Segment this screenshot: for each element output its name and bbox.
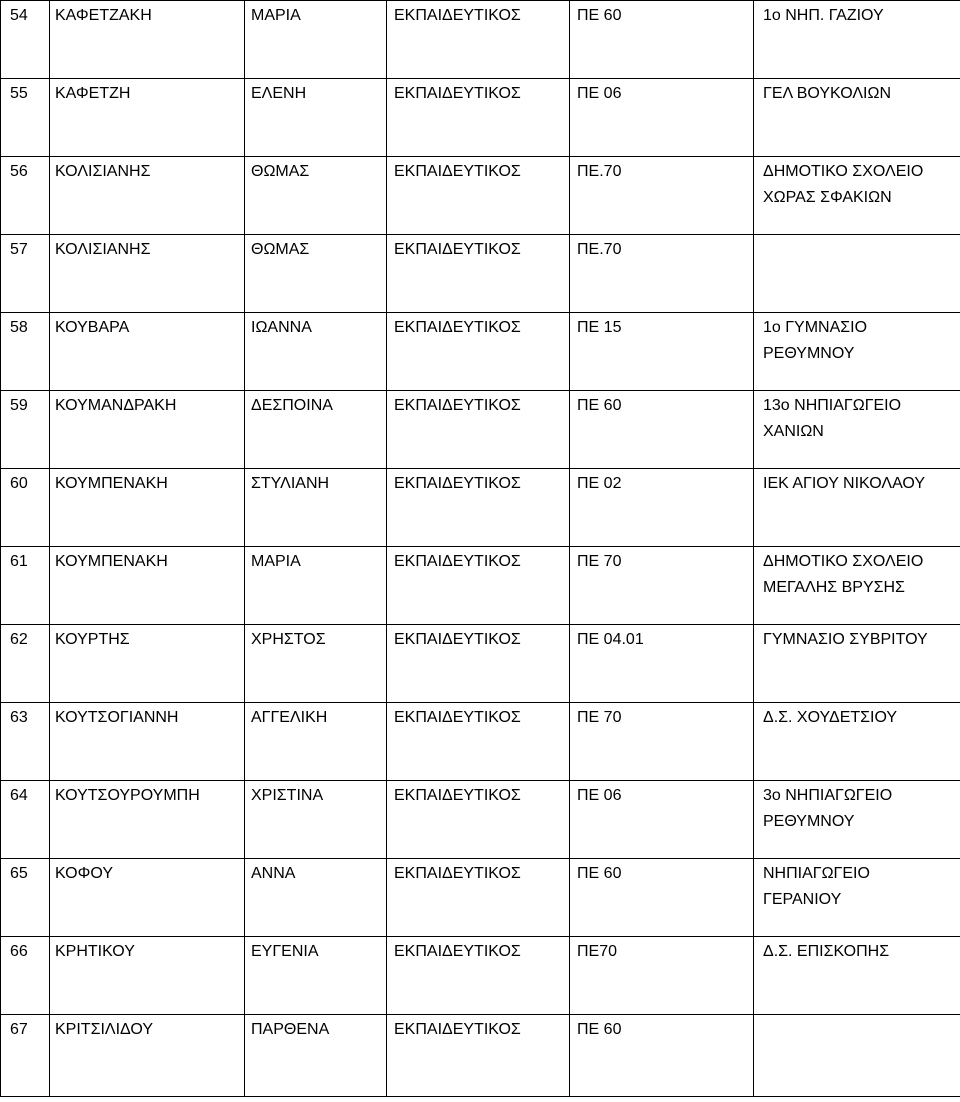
surname-cell: ΚΑΦΕΤΖΗ (50, 79, 245, 157)
row-number-cell: 55 (1, 79, 50, 157)
table-row (1, 937, 960, 1015)
table-row (1, 859, 960, 937)
row-number-cell: 65 (1, 859, 50, 937)
table-row (1, 235, 960, 313)
first-name-cell: ΔΕΣΠΟΙΝΑ (245, 391, 387, 469)
school-school-line2: ΡΕΘΥΜΝΟΥ (763, 345, 855, 362)
specialty-cell: ΠΕ 60 (570, 1, 754, 79)
surname-cell: ΚΟΥΜΠΕΝΑΚΗ (50, 469, 245, 547)
table-row (1, 781, 960, 859)
school-school-line1: 13ο ΝΗΠΙΑΓΩΓΕΙΟ (763, 397, 902, 414)
first-name-cell: ΘΩΜΑΣ (245, 157, 387, 235)
specialty-cell: ΠΕ 06 (570, 79, 754, 157)
specialty-cell: ΠΕ70 (570, 937, 754, 1015)
surname-cell: ΚΑΦΕΤΖΑΚΗ (50, 1, 245, 79)
school-school-line2: ΡΕΘΥΜΝΟΥ (763, 813, 855, 830)
school-school-line1: ΔΗΜΟΤΙΚΟ ΣΧΟΛΕΙΟ (763, 163, 924, 180)
row-number-cell: 54 (1, 1, 50, 79)
role-cell: ΕΚΠΑΙΔΕΥΤΙΚΟΣ (387, 1, 570, 79)
specialty-cell: ΠΕ 60 (570, 859, 754, 937)
row-number-cell: 60 (1, 469, 50, 547)
table-row (1, 703, 960, 781)
school-school-line1: ΙΕΚ ΑΓΙΟΥ ΝΙΚΟΛΑΟΥ (763, 475, 925, 492)
table-row (1, 1015, 960, 1097)
row-number-cell: 62 (1, 625, 50, 703)
specialty-cell: ΠΕ 04.01 (570, 625, 754, 703)
school-school-line1: ΓΥΜΝΑΣΙΟ ΣΥΒΡΙΤΟΥ (763, 631, 928, 648)
table-row (1, 313, 960, 391)
table-row (1, 79, 960, 157)
table-row (1, 469, 960, 547)
role-cell: ΕΚΠΑΙΔΕΥΤΙΚΟΣ (387, 703, 570, 781)
role-cell: ΕΚΠΑΙΔΕΥΤΙΚΟΣ (387, 391, 570, 469)
surname-cell: ΚΟΥΤΣΟΓΙΑΝΝΗ (50, 703, 245, 781)
row-number-cell: 64 (1, 781, 50, 859)
surname-cell: ΚΡΗΤΙΚΟΥ (50, 937, 245, 1015)
school-school-line1: Δ.Σ. ΧΟΥΔΕΤΣΙΟΥ (763, 709, 898, 726)
school-school-line1: ΔΗΜΟΤΙΚΟ ΣΧΟΛΕΙΟ (763, 553, 924, 570)
table-row (1, 391, 960, 469)
specialty-cell: ΠΕ.70 (570, 157, 754, 235)
role-cell: ΕΚΠΑΙΔΕΥΤΙΚΟΣ (387, 859, 570, 937)
row-number-cell: 56 (1, 157, 50, 235)
surname-cell: ΚΟΛΙΣΙΑΝΗΣ (50, 157, 245, 235)
surname-cell: ΚΡΙΤΣΙΛΙΔΟΥ (50, 1015, 245, 1097)
school-school-line1: 1ο ΓΥΜΝΑΣΙΟ (763, 319, 868, 336)
table-row (1, 157, 960, 235)
specialty-cell: ΠΕ 60 (570, 1015, 754, 1097)
role-cell: ΕΚΠΑΙΔΕΥΤΙΚΟΣ (387, 469, 570, 547)
first-name-cell: ΑΝΝΑ (245, 859, 387, 937)
role-cell: ΕΚΠΑΙΔΕΥΤΙΚΟΣ (387, 781, 570, 859)
role-cell: ΕΚΠΑΙΔΕΥΤΙΚΟΣ (387, 313, 570, 391)
school-cell (754, 313, 960, 391)
school-school-line1: ΓΕΛ ΒΟΥΚΟΛΙΩΝ (763, 85, 891, 102)
specialty-cell: ΠΕ 15 (570, 313, 754, 391)
first-name-cell: ΧΡΗΣΤΟΣ (245, 625, 387, 703)
surname-cell: ΚΟΥΜΑΝΔΡΑΚΗ (50, 391, 245, 469)
first-name-cell: ΙΩΑΝΝΑ (245, 313, 387, 391)
school-cell (754, 157, 960, 235)
role-cell: ΕΚΠΑΙΔΕΥΤΙΚΟΣ (387, 937, 570, 1015)
surname-cell: ΚΟΛΙΣΙΑΝΗΣ (50, 235, 245, 313)
school-school-line2: ΧΑΝΙΩΝ (763, 423, 824, 440)
row-number-cell: 57 (1, 235, 50, 313)
role-cell: ΕΚΠΑΙΔΕΥΤΙΚΟΣ (387, 157, 570, 235)
role-cell: ΕΚΠΑΙΔΕΥΤΙΚΟΣ (387, 625, 570, 703)
first-name-cell: ΘΩΜΑΣ (245, 235, 387, 313)
row-number-cell: 61 (1, 547, 50, 625)
first-name-cell: ΕΛΕΝΗ (245, 79, 387, 157)
school-school-line1: 3ο ΝΗΠΙΑΓΩΓΕΙΟ (763, 787, 893, 804)
school-school-line1: ΝΗΠΙΑΓΩΓΕΙΟ (763, 865, 870, 882)
row-number-cell: 66 (1, 937, 50, 1015)
school-cell (754, 859, 960, 937)
school-cell (754, 235, 960, 313)
row-number-cell: 59 (1, 391, 50, 469)
school-cell (754, 469, 960, 547)
school-school-line2: ΧΩΡΑΣ ΣΦΑΚΙΩΝ (763, 189, 892, 206)
table-row (1, 625, 960, 703)
role-cell: ΕΚΠΑΙΔΕΥΤΙΚΟΣ (387, 79, 570, 157)
surname-cell: ΚΟΦΟΥ (50, 859, 245, 937)
surname-cell: ΚΟΥΡΤΗΣ (50, 625, 245, 703)
school-cell (754, 1, 960, 79)
table-row (1, 1, 960, 79)
roster-body (1, 1, 960, 1097)
first-name-cell: ΧΡΙΣΤΙΝΑ (245, 781, 387, 859)
role-cell: ΕΚΠΑΙΔΕΥΤΙΚΟΣ (387, 547, 570, 625)
first-name-cell: ΠΑΡΘΕΝΑ (245, 1015, 387, 1097)
school-cell (754, 79, 960, 157)
surname-cell: ΚΟΥΜΠΕΝΑΚΗ (50, 547, 245, 625)
school-school-line1: 1ο ΝΗΠ. ΓΑΖΙΟΥ (763, 7, 884, 24)
specialty-cell: ΠΕ 06 (570, 781, 754, 859)
school-cell (754, 937, 960, 1015)
school-school-line2: ΓΕΡΑΝΙΟΥ (763, 891, 842, 908)
school-cell (754, 1015, 960, 1097)
first-name-cell: ΜΑΡΙΑ (245, 547, 387, 625)
first-name-cell: ΣΤΥΛΙΑΝΗ (245, 469, 387, 547)
specialty-cell: ΠΕ 70 (570, 547, 754, 625)
school-cell (754, 391, 960, 469)
school-school-line2: ΜΕΓΑΛΗΣ ΒΡΥΣΗΣ (763, 579, 905, 596)
role-cell: ΕΚΠΑΙΔΕΥΤΙΚΟΣ (387, 1015, 570, 1097)
role-cell: ΕΚΠΑΙΔΕΥΤΙΚΟΣ (387, 235, 570, 313)
row-number-cell: 67 (1, 1015, 50, 1097)
table-row (1, 547, 960, 625)
row-number-cell: 63 (1, 703, 50, 781)
row-number-cell: 58 (1, 313, 50, 391)
school-cell (754, 547, 960, 625)
surname-cell: ΚΟΥΤΣΟΥΡΟΥΜΠΗ (50, 781, 245, 859)
first-name-cell: ΜΑΡΙΑ (245, 1, 387, 79)
specialty-cell: ΠΕ 60 (570, 391, 754, 469)
school-cell (754, 625, 960, 703)
first-name-cell: ΕΥΓΕΝΙΑ (245, 937, 387, 1015)
specialty-cell: ΠΕ 02 (570, 469, 754, 547)
school-cell (754, 703, 960, 781)
surname-cell: ΚΟΥΒΑΡΑ (50, 313, 245, 391)
specialty-cell: ΠΕ 70 (570, 703, 754, 781)
specialty-cell: ΠΕ.70 (570, 235, 754, 313)
first-name-cell: ΑΓΓΕΛΙΚΗ (245, 703, 387, 781)
school-school-line1: Δ.Σ. ΕΠΙΣΚΟΠΗΣ (763, 943, 890, 960)
school-cell (754, 781, 960, 859)
